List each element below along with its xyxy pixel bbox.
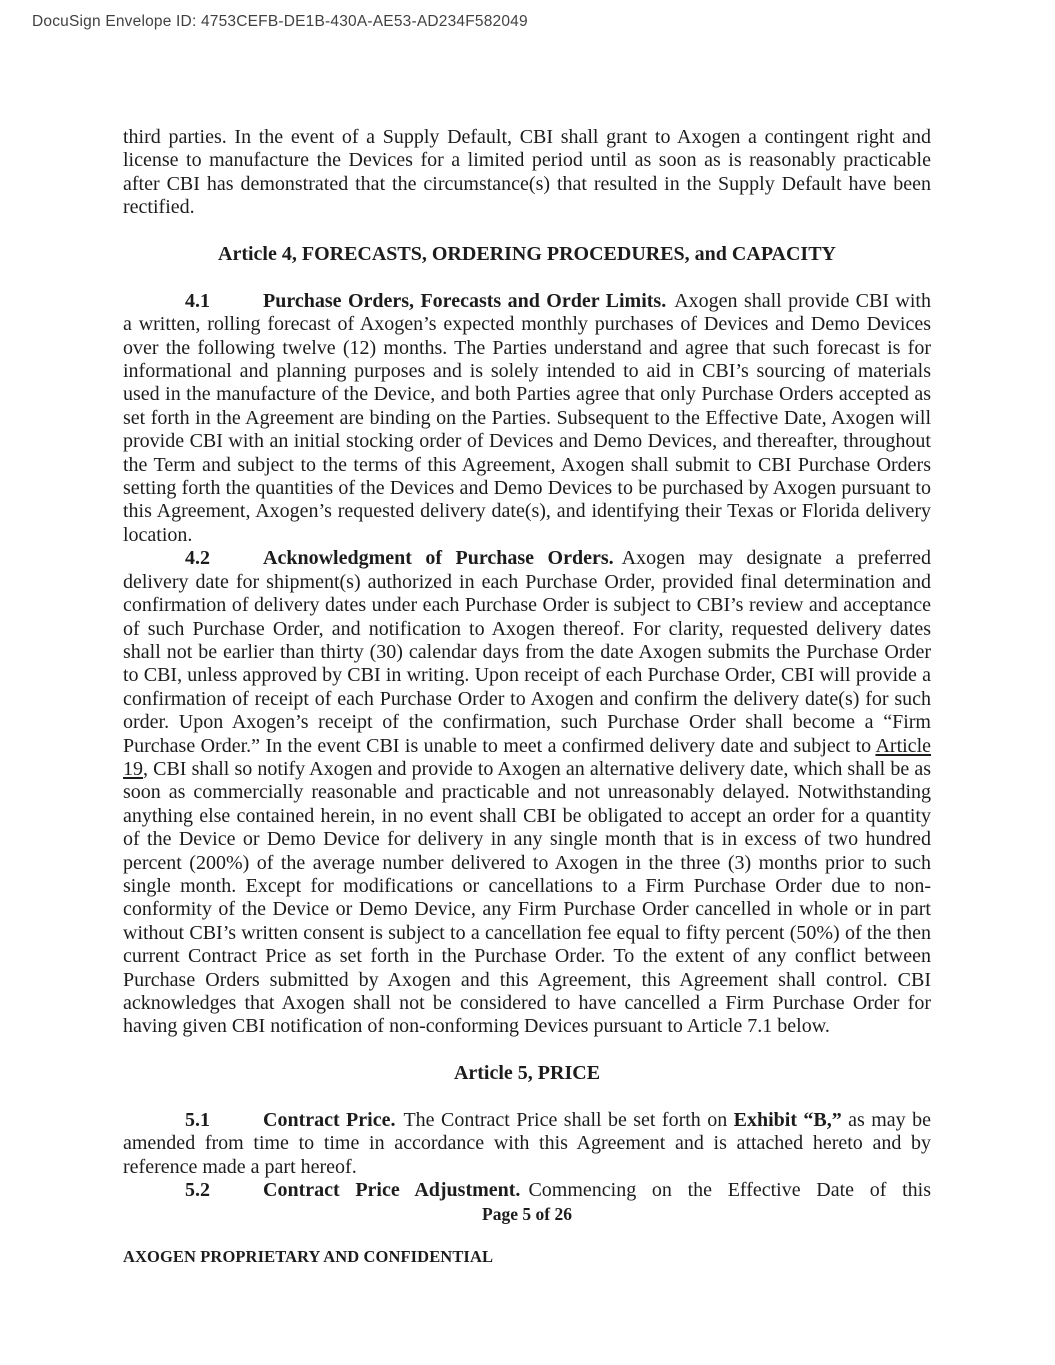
section-4-1-text: Axogen shall provide CBI with a written, rolling forecast of Axogen’s expected monthly purchases of Devices and Demo Devices over the following twelve (12) months. The Parties understand and agree that such forecast is for informational and planning purposes and is solely intended to aid in CBI’s sourcing of materials used in the manufacture of the Device, and both Parties agree that only Purchase Orders accepted as set forth in the Agreement are binding on the Parties. Subsequent to the Effective Date, Axogen will provide CBI with an initial stocking order of Devices and Demo Devices, and thereafter, throughout the Term and subject to the terms of this Agreement, Axogen shall submit to CBI Purchase Orders setting forth the quantities of the Devices and Demo Devices to be purchased by Axogen pursuant to this Agreement, Axogen’s requested delivery date(s), and identifying their Texas or Florida delivery location. [123,289,931,546]
section-5-1-text-before-exhibit: The Contract Price shall be set forth on [403,1109,734,1131]
section-5-2 [123,1179,931,1202]
section-5-1-text-after-exhibit: as may be amended from time to time in accordance with this Agreement and is attached hereto and by reference made a part hereof. [123,1109,931,1178]
section-5-2-text: Commencing on the Effective Date of this [528,1179,931,1202]
article-4-heading: Article 4, FORECASTS, ORDERING PROCEDURES, and CAPACITY [218,243,836,266]
section-4-2-number: 4.2 [185,547,210,570]
page-number-label: Page 5 of 26 [482,1203,572,1224]
document-body [123,126,931,1268]
section-4-2-text-before-reference: Axogen may designate a preferred delivery date for shipment(s) authorized in each Purchase Order, provided final determination and confirmation of delivery dates under each Purchase Order is subject to CBI’s review and acceptance of such Purchase Order, and notification to Axogen thereof. For clarity, requested delivery dates shall not be earlier than thirty (30) calendar days from the date Axogen submits the Purchase Order to CBI, unless approved by CBI in writing. Upon receipt of each Purchase Order, CBI will provide a confirmation of receipt of each Purchase Order to Axogen and confirm the delivery date(s) for such order. Upon Axogen’s receipt of the confirmation, such Purchase Order shall become a “Firm Purchase Order.” In the event CBI is unable to meet a confirmed delivery date and subject to [123,547,932,757]
section-4-1 [123,290,931,547]
exhibit-b-reference: Exhibit “B,” [733,1109,842,1131]
article-19-cross-reference: Article 19 [123,734,931,780]
section-5-2-title: Contract Price Adjustment. [263,1179,521,1202]
docusign-envelope-id: DocuSign Envelope ID: 4753CEFB-DE1B-430A-AE53-AD234F582049 [32,13,528,30]
section-4-2-title: Acknowledgment of Purchase Orders. [263,547,614,570]
section-4-1-title: Purchase Orders, Forecasts and Order Limits. [263,289,667,312]
confidentiality-notice: AXOGEN PROPRIETARY AND CONFIDENTIAL [123,1246,494,1266]
section-4-2-text-after-reference: , CBI shall so notify Axogen and provide to Axogen an alternative delivery date, which shall be as soon as commercially reasonable and practicable and not unreasonably delayed. Notwithstanding anything else contained herein, in no event shall CBI be obligated to accept an order for a quantity of the Device or Demo Device for delivery in any single month that is in excess of two hundred percent (200%) of the average number delivered to Axogen in the three (3) months prior to such single month. Except for modifications or cancellations to a Firm Purchase Order due to non-conformity of the Device or Demo Device, any Firm Purchase Order cancelled in whole or in part without CBI’s written consent is subject to a cancellation fee equal to fifty percent (50%) of the then current Contract Price as set forth in the Purchase Order. To the extent of any conflict between Purchase Orders submitted by Axogen and this Agreement, this Agreement shall control. CBI acknowledges that Axogen shall not be considered to have cancelled a Firm Purchase Order for having given CBI notification of non-conforming Devices pursuant to Article 7.1 below. [123,757,931,1038]
section-4-1-number: 4.1 [185,289,210,312]
section-5-1 [123,1109,931,1179]
section-4-2 [123,547,931,1039]
intro-paragraph: third parties. In the event of a Supply Default, CBI shall grant to Axogen a contingent right and license to manufacture the Devices for a limited period until as soon as is reasonably practicable after CBI has demonstrated that the circumstance(s) that resulted in the Supply Default have been rectified. [123,126,931,219]
article-5-heading: Article 5, PRICE [453,1062,601,1085]
section-5-1-number: 5.1 [185,1109,210,1131]
section-5-1-title: Contract Price. [263,1109,396,1131]
section-5-2-number: 5.2 [185,1179,210,1202]
